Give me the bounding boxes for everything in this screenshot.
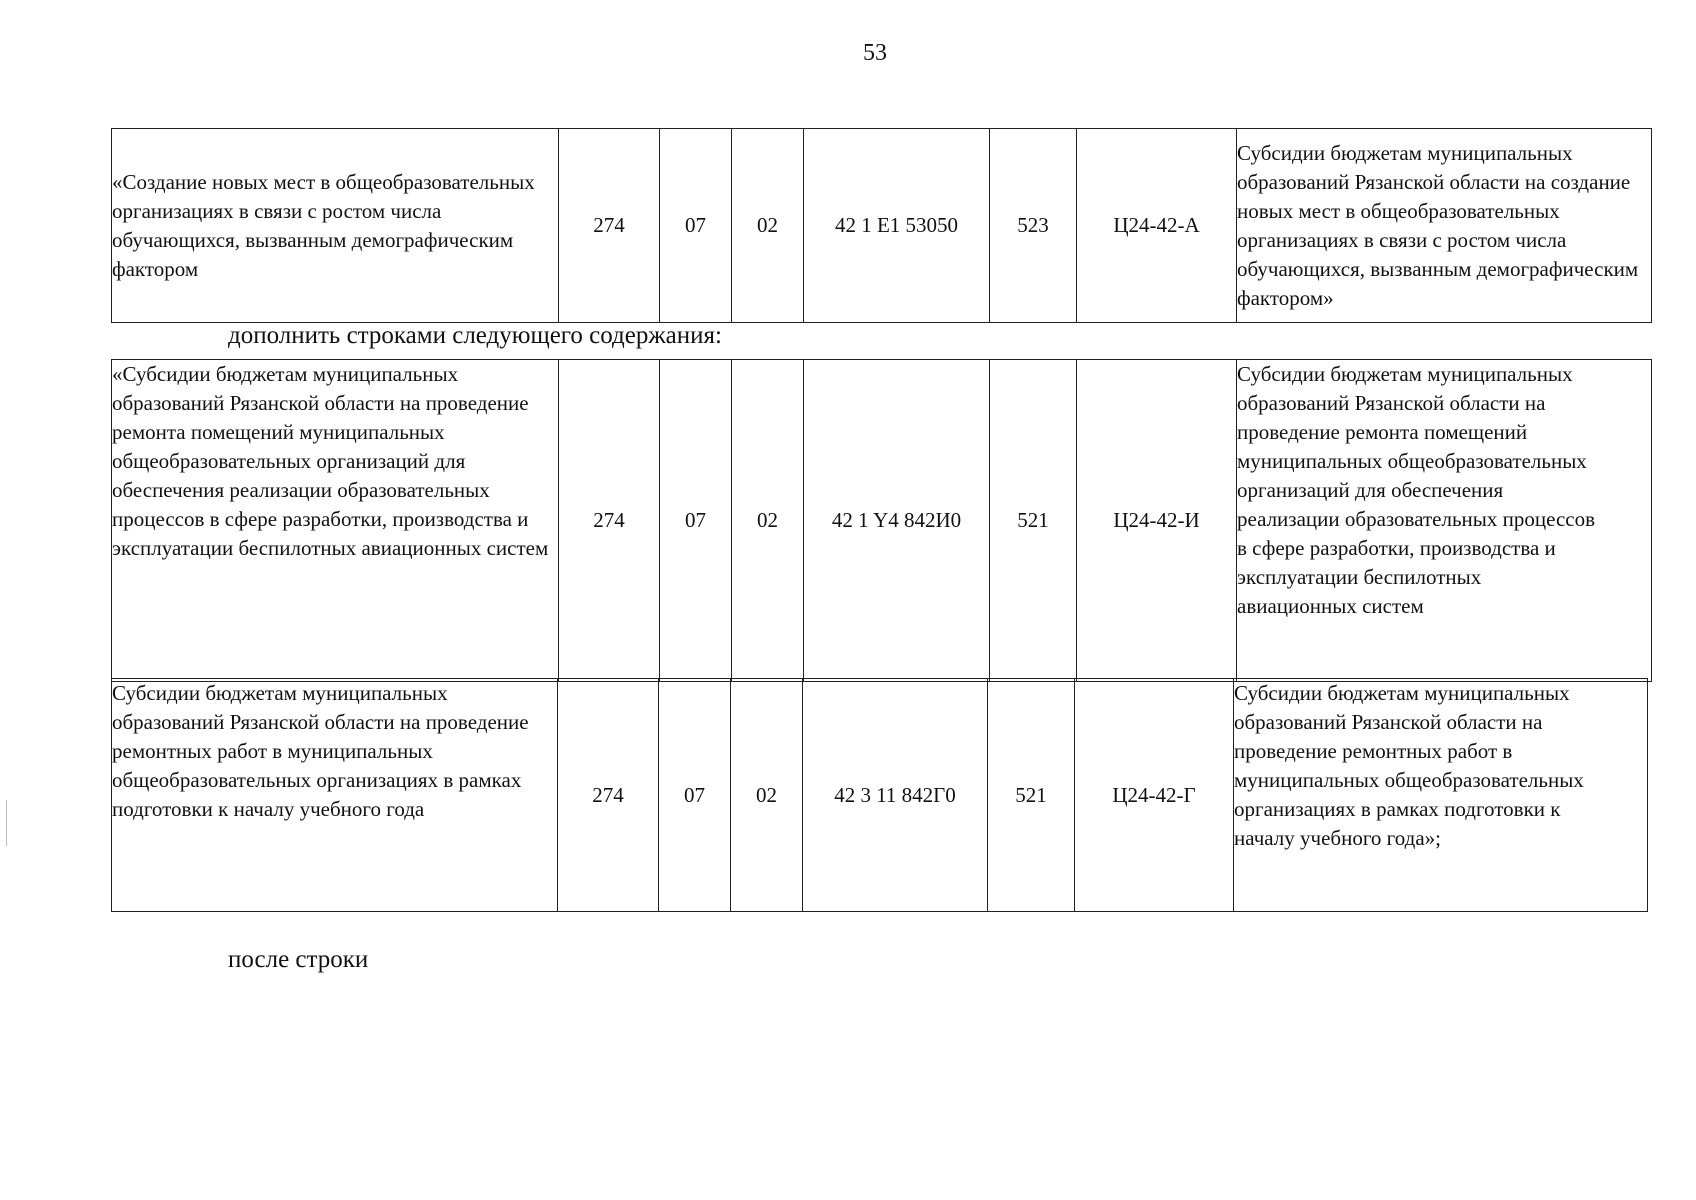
budget-table-added-2: [111, 678, 1648, 912]
row-name-cell: Субсидии бюджетам муниципальных образований Рязанской области на проведение ремонтных работ в муниципальных общеобразовательных организациях в рамках подготовки к началу учебного года: [112, 679, 558, 912]
purpose-code-cell: Ц24-42-Г: [1075, 679, 1234, 912]
purpose-code-cell: Ц24-42-А: [1077, 129, 1237, 323]
row-name-cell: «Субсидии бюджетам муниципальных образований Рязанской области на проведение ремонта помещений муниципальных общеобразовательных организаций для обеспечения реализации образовательных процессов в сфере разработки, производства и эксплуатации беспилотных авиационных систем: [112, 360, 559, 682]
code-cell: 274: [559, 360, 660, 682]
target-article-cell: 42 1 E1 53050: [804, 129, 990, 323]
target-article-cell: 42 3 11 842Г0: [803, 679, 988, 912]
table-row: [112, 679, 1648, 912]
expense-type-cell: 521: [990, 360, 1077, 682]
budget-table-existing: [111, 128, 1652, 323]
row-description-cell: Субсидии бюджетам муниципальных образований Рязанской области на проведение ремонтных работ в муниципальных общеобразовательных организациях в рамках подготовки к началу учебного года»;: [1234, 679, 1648, 912]
scan-edge-mark: [6, 800, 7, 846]
code-cell: 02: [732, 129, 804, 323]
purpose-code-cell: Ц24-42-И: [1077, 360, 1237, 682]
table-row: [112, 129, 1652, 323]
expense-type-cell: 523: [990, 129, 1077, 323]
code-cell: 02: [731, 679, 803, 912]
expense-type-cell: 521: [988, 679, 1075, 912]
code-cell: 274: [558, 679, 659, 912]
target-article-cell: 42 1 Y4 842И0: [804, 360, 990, 682]
code-cell: 07: [660, 129, 732, 323]
code-cell: 07: [660, 360, 732, 682]
code-cell: 07: [659, 679, 731, 912]
page-number: 53: [863, 40, 887, 66]
intro-text: дополнить строками следующего содержания:: [228, 322, 722, 349]
budget-table-added-1: [111, 359, 1652, 682]
after-row-text: после строки: [228, 946, 369, 973]
row-description-cell: Субсидии бюджетам муниципальных образований Рязанской области на создание новых мест в общеобразовательных организациях в связи с ростом числа обучающихся, вызванным демографическим фактором»: [1237, 129, 1652, 323]
code-cell: 274: [559, 129, 660, 323]
table-row: [112, 360, 1652, 682]
row-name-cell: «Создание новых мест в общеобразовательных организациях в связи с ростом числа обучающихся, вызванным демографическим фактором: [112, 129, 559, 323]
row-description-cell: Субсидии бюджетам муниципальных образований Рязанской области на проведение ремонта помещений муниципальных общеобразовательных организаций для обеспечения реализации образовательных процессов в сфере разработки, производства и эксплуатации беспилотных авиационных систем: [1237, 360, 1652, 682]
code-cell: 02: [732, 360, 804, 682]
